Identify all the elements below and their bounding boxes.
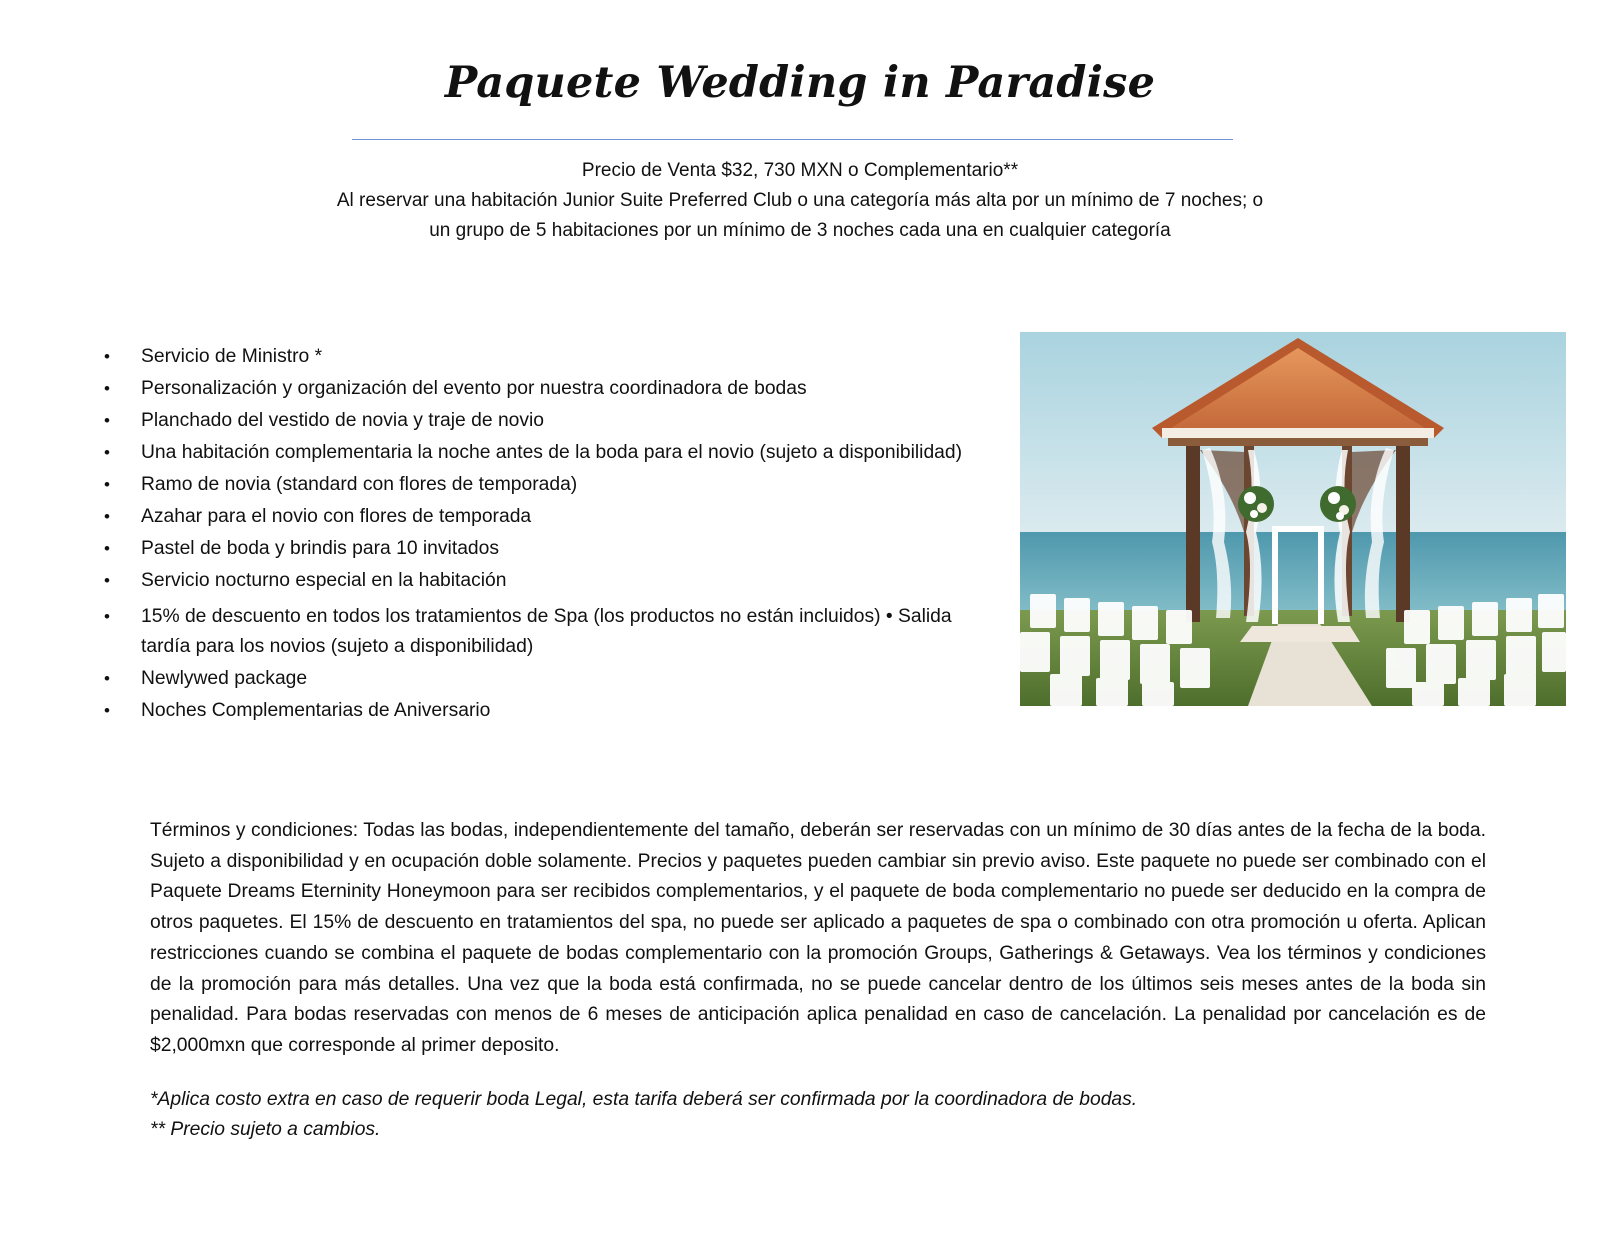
- booking-condition-line-1: Al reservar una habitación Junior Suite Preferred Club o una categoría más alta por un mínimo de 7 noches; o: [336, 190, 1264, 211]
- terms-and-conditions: Términos y condiciones: Todas las bodas, independientemente del tamaño, deberán ser reservadas con un mínimo de 30 días antes de la fecha de la boda. Sujeto a disponibilidad y en ocupación doble solamente. Precios y paquetes pueden cambiar sin previo aviso. Este paquete no puede ser combinado con el Paquete Dreams Eterninity Honeymoon para ser recibidos complementarios, y el paquete de boda complementario no puede ser deducido en la compra de otros paquetes. El 15% de descuento en tratamientos del spa, no puede ser aplicado a paquetes de spa o combinado con otra promoción u oferta. Aplican restricciones cuando se combina el paquete de bodas complementario con la promoción Groups, Gatherings & Getaways. Vea los términos y condiciones de la promoción para más detalles. Una vez que la boda está confirmada, no se puede cancelar dentro de los últimos seis meses antes de la boda sin penalidad. Para bodas reservadas con menos de 6 meses de anticipación aplica penalidad en caso de cancelación. La penalidad por cancelación es de $2,000mxn que corresponde al primer deposito.: [150, 820, 1486, 1056]
- bullet-icon: •: [104, 443, 110, 462]
- price-footnote: ** Precio sujeto a cambios.: [150, 1119, 381, 1140]
- bullet-icon: •: [104, 475, 110, 494]
- price-line: Precio de Venta $32, 730 MXN o Complementario**: [581, 160, 1019, 181]
- bullet-icon: •: [104, 379, 110, 398]
- benefit-text: Personalización y organización del evento por nuestra coordinadora de bodas: [141, 378, 807, 399]
- list-item: [100, 406, 1005, 436]
- list-item: [100, 502, 1005, 532]
- title-divider: [352, 139, 1233, 140]
- list-item: [100, 696, 1005, 726]
- list-item: [100, 664, 1005, 694]
- bullet-icon: •: [104, 347, 110, 366]
- list-item: [100, 438, 1005, 468]
- list-item: [100, 374, 1005, 404]
- benefits-list: [100, 342, 1005, 728]
- benefit-text: Noches Complementarias de Aniversario: [141, 700, 491, 721]
- bullet-icon: •: [104, 411, 110, 430]
- benefit-text: Planchado del vestido de novia y traje de novio: [141, 410, 545, 431]
- list-item: [100, 342, 1005, 372]
- beach-gazebo-photo: [1020, 332, 1566, 706]
- list-item: [100, 602, 1005, 662]
- page-title: Paquete Wedding in Paradise: [444, 58, 1156, 108]
- list-item: [100, 534, 1005, 564]
- benefit-text: Servicio de Ministro *: [141, 346, 323, 367]
- benefit-text: Newlywed package: [141, 668, 308, 689]
- legal-wedding-footnote: *Aplica costo extra en caso de requerir boda Legal, esta tarifa deberá ser confirmada por la coordinadora de bodas.: [150, 1089, 1138, 1110]
- bullet-icon: •: [104, 701, 110, 720]
- benefit-text: 15% de descuento en todos los tratamientos de Spa (los productos no están incluidos) • Salida tardía para los novios (sujeto a disponibilidad): [141, 606, 952, 657]
- benefit-text: Ramo de novia (standard con flores de temporada): [141, 474, 578, 495]
- footnotes: [150, 1085, 1486, 1145]
- list-item: [100, 470, 1005, 500]
- bullet-icon: •: [104, 539, 110, 558]
- bullet-icon: •: [104, 607, 110, 626]
- list-item: [100, 566, 1005, 596]
- bullet-icon: •: [104, 571, 110, 590]
- bullet-icon: •: [104, 669, 110, 688]
- benefit-text: Una habitación complementaria la noche antes de la boda para el novio (sujeto a disponibilidad): [141, 442, 963, 463]
- booking-condition-line-2: un grupo de 5 habitaciones por un mínimo de 3 noches cada una en cualquier categoría: [429, 220, 1171, 241]
- benefit-text: Azahar para el novio con flores de temporada: [141, 506, 532, 527]
- price-intro: [200, 156, 1400, 246]
- benefit-text: Servicio nocturno especial en la habitación: [141, 570, 507, 591]
- bullet-icon: •: [104, 507, 110, 526]
- benefit-text: Pastel de boda y brindis para 10 invitados: [141, 538, 500, 559]
